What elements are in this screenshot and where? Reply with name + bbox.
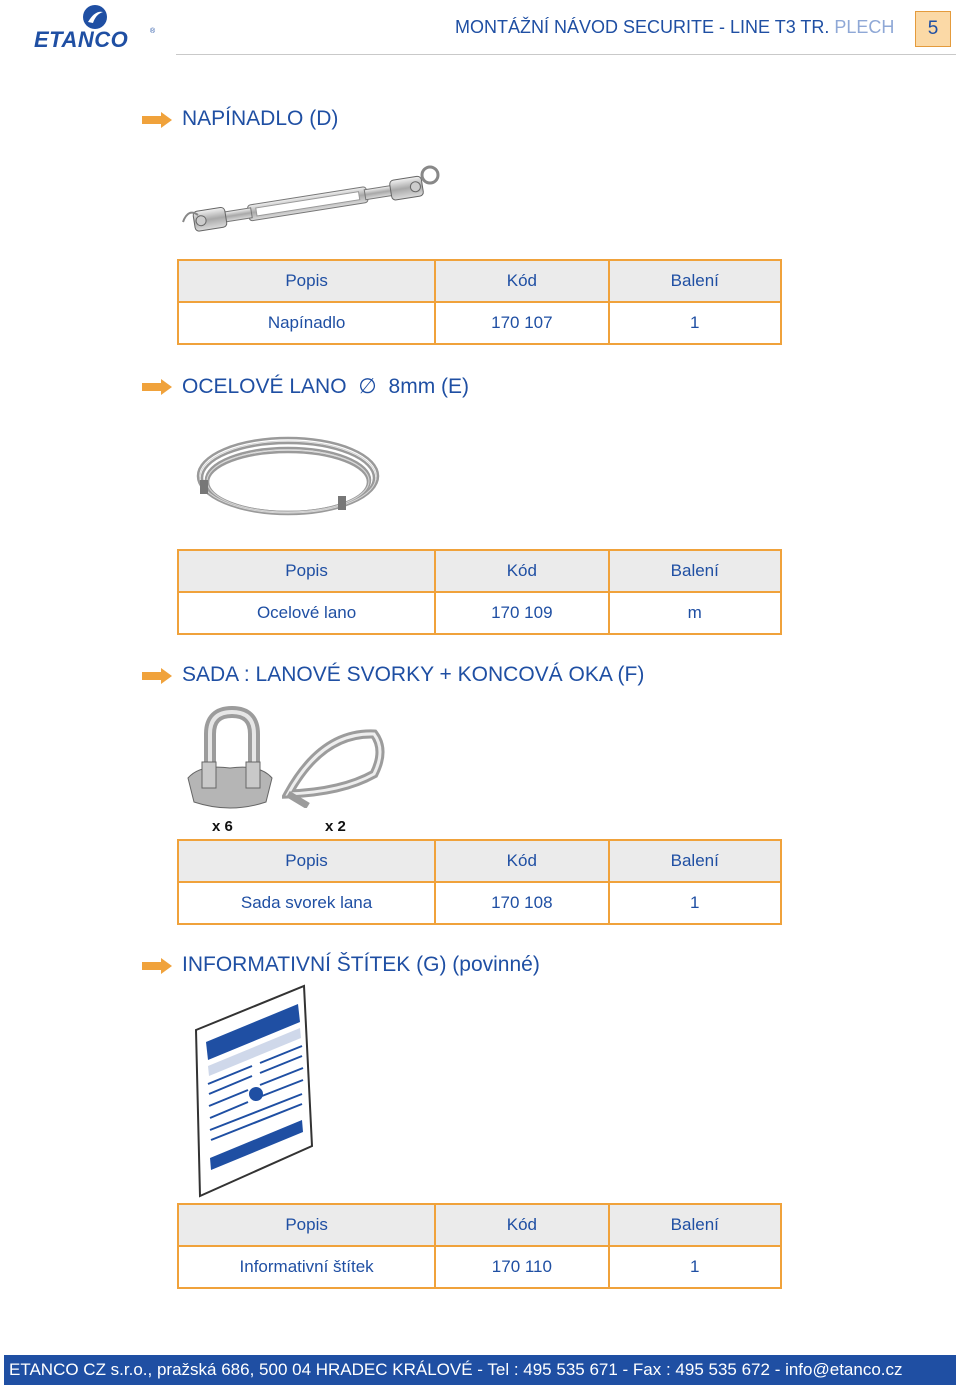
footer-contact: ETANCO CZ s.r.o., pražská 686, 500 04 HRADEC KRÁLOVÉ - Tel : 495 535 671 - Fax : 495 535 672 - info@etanco.cz (4, 1355, 956, 1385)
table-header-row (178, 260, 781, 302)
steel-cable-coil-image (188, 428, 388, 528)
section-title-cable-prefix: OCELOVÉ LANO (182, 375, 347, 398)
diameter-icon: ∅ (358, 375, 377, 398)
section-title-steel-cable (182, 374, 469, 399)
page-title (455, 17, 894, 38)
table-steel-cable (177, 549, 782, 635)
right-arrow-icon (141, 668, 173, 684)
header-popis: Popis (178, 1204, 435, 1246)
etanco-logo (34, 4, 156, 50)
header-baleni: Balení (609, 1204, 781, 1246)
cell-kod: 170 107 (435, 302, 608, 344)
cell-baleni: 1 (609, 1246, 781, 1288)
header-baleni: Balení (609, 260, 781, 302)
header-kod: Kód (435, 260, 608, 302)
table-row (178, 592, 781, 634)
page-number: 5 (915, 11, 951, 47)
cell-baleni: m (609, 592, 781, 634)
header-kod: Kód (435, 1204, 608, 1246)
cell-popis: Informativní štítek (178, 1246, 435, 1288)
thimble-image (282, 722, 390, 808)
turnbuckle-image (178, 160, 448, 240)
logo-wordmark: ETANCO (34, 27, 129, 52)
header-popis: Popis (178, 550, 435, 592)
header-popis: Popis (178, 260, 435, 302)
section-title-cable-suffix: 8mm (E) (388, 375, 470, 398)
right-arrow-icon (141, 958, 173, 974)
cell-kod: 170 108 (435, 882, 608, 924)
page-title-main: MONTÁŽNÍ NÁVOD SECURITE - LINE T3 TR. (455, 17, 830, 37)
section-title-clip-set: SADA : LANOVÉ SVORKY + KONCOVÁ OKA (F) (182, 663, 645, 686)
table-info-plate (177, 1203, 782, 1289)
table-header-row (178, 550, 781, 592)
cell-popis: Ocelové lano (178, 592, 435, 634)
header-divider (176, 54, 956, 55)
table-tensioner (177, 259, 782, 345)
table-row (178, 302, 781, 344)
header-kod: Kód (435, 550, 608, 592)
page-title-muted: PLECH (834, 17, 895, 37)
logo-trademark: ® (150, 28, 156, 35)
cell-kod: 170 110 (435, 1246, 608, 1288)
table-header-row (178, 840, 781, 882)
cell-popis: Sada svorek lana (178, 882, 435, 924)
quantity-thimbles: x 2 (325, 818, 346, 835)
header-baleni: Balení (609, 550, 781, 592)
section-title-tensioner: NAPÍNADLO (D) (182, 107, 339, 130)
cell-baleni: 1 (609, 302, 781, 344)
header-popis: Popis (178, 840, 435, 882)
header-kod: Kód (435, 840, 608, 882)
table-header-row (178, 1204, 781, 1246)
table-row (178, 882, 781, 924)
cell-baleni: 1 (609, 882, 782, 924)
header-baleni: Balení (609, 840, 782, 882)
table-row (178, 1246, 781, 1288)
cell-popis: Napínadlo (178, 302, 435, 344)
info-plate-image (190, 982, 320, 1200)
table-clip-set (177, 839, 782, 925)
right-arrow-icon (141, 112, 173, 128)
section-title-info-plate: INFORMATIVNÍ ŠTÍTEK (G) (povinné) (182, 953, 540, 976)
right-arrow-icon (141, 379, 173, 395)
quantity-clips: x 6 (212, 818, 233, 835)
wire-rope-clip-image (180, 706, 280, 814)
cell-kod: 170 109 (435, 592, 608, 634)
